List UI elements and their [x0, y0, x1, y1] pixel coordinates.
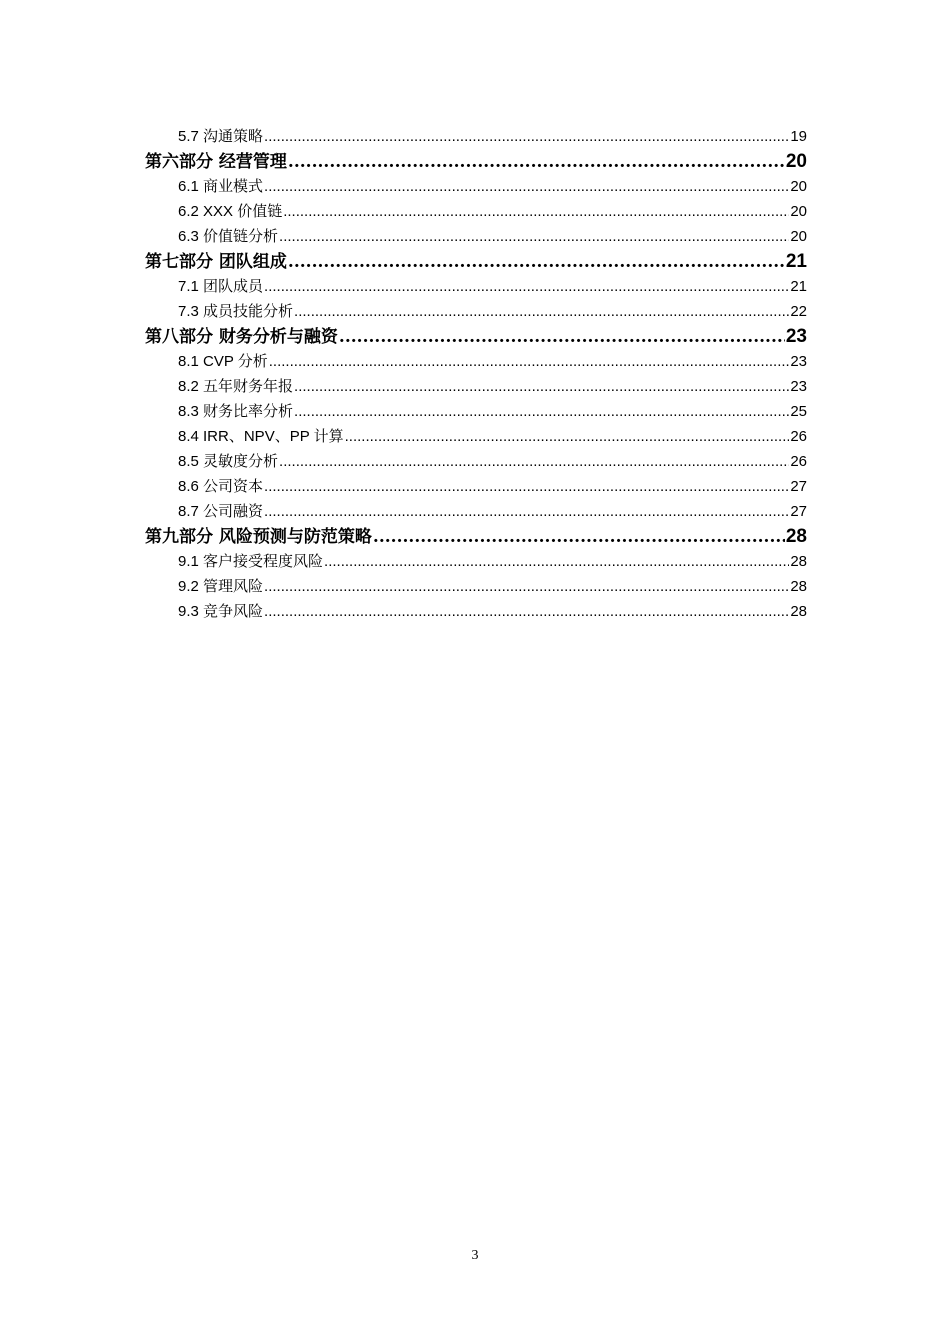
toc-entry-5-7[interactable]	[145, 124, 807, 149]
toc-entry-title: 8.7 公司融资	[178, 503, 264, 520]
toc-entry-page: 20	[790, 203, 807, 220]
toc-entry-8-7[interactable]	[145, 499, 807, 524]
toc-entry-title: 7.3 成员技能分析	[178, 303, 294, 320]
toc-entry-page: 28	[790, 553, 807, 570]
toc-entry-title: 5.7 沟通策略	[178, 128, 264, 145]
toc-chapter-title: 第七部分 团队组成	[145, 252, 287, 272]
dot-leader	[288, 150, 785, 174]
toc-chapter-page: 21	[785, 251, 807, 272]
dot-leader	[288, 250, 785, 274]
toc-entry-8-2[interactable]	[145, 374, 807, 399]
dot-leader	[264, 599, 789, 624]
dot-leader	[294, 299, 789, 324]
toc-entry-9-2[interactable]	[145, 574, 807, 599]
toc-entry-page: 28	[790, 603, 807, 620]
dot-leader	[264, 499, 789, 524]
toc-chapter-page: 23	[785, 326, 807, 347]
toc-entry-8-4[interactable]	[145, 424, 807, 449]
dot-leader	[294, 374, 789, 399]
toc-entry-title: 9.3 竞争风险	[178, 603, 264, 620]
toc-entry-title: 8.5 灵敏度分析	[178, 453, 279, 470]
toc-entry-7-3[interactable]	[145, 299, 807, 324]
toc-entry-page: 28	[790, 578, 807, 595]
toc-entry-page: 22	[790, 303, 807, 320]
dot-leader	[373, 525, 785, 549]
toc-entry-title: 9.1 客户接受程度风险	[178, 553, 324, 570]
toc-entry-page: 20	[790, 178, 807, 195]
toc-chapter-page: 20	[785, 151, 807, 172]
toc-entry-page: 20	[790, 228, 807, 245]
toc-entry-page: 27	[790, 503, 807, 520]
toc-chapter-title: 第六部分 经营管理	[145, 152, 287, 172]
toc-chapter-7[interactable]	[145, 249, 807, 274]
dot-leader	[339, 325, 785, 349]
dot-leader	[283, 199, 789, 224]
toc-entry-title: 9.2 管理风险	[178, 578, 264, 595]
table-of-contents	[145, 124, 807, 624]
dot-leader	[264, 474, 789, 499]
toc-entry-page: 26	[790, 428, 807, 445]
toc-entry-page: 26	[790, 453, 807, 470]
toc-entry-7-1[interactable]	[145, 274, 807, 299]
dot-leader	[264, 124, 789, 149]
dot-leader	[264, 574, 789, 599]
toc-chapter-6[interactable]	[145, 149, 807, 174]
toc-entry-9-1[interactable]	[145, 549, 807, 574]
dot-leader	[279, 224, 789, 249]
dot-leader	[294, 399, 789, 424]
toc-entry-8-6[interactable]	[145, 474, 807, 499]
page-number: 3	[471, 1248, 479, 1263]
dot-leader	[345, 424, 790, 449]
dot-leader	[269, 349, 790, 374]
toc-entry-page: 19	[790, 128, 807, 145]
toc-entry-page: 23	[790, 353, 807, 370]
toc-entry-8-1[interactable]	[145, 349, 807, 374]
dot-leader	[264, 274, 789, 299]
toc-entry-page: 27	[790, 478, 807, 495]
toc-entry-6-2[interactable]	[145, 199, 807, 224]
toc-entry-title: 6.3 价值链分析	[178, 228, 279, 245]
toc-entry-page: 21	[790, 278, 807, 295]
toc-entry-6-3[interactable]	[145, 224, 807, 249]
toc-entry-title: 7.1 团队成员	[178, 278, 264, 295]
toc-chapter-title: 第九部分 风险预测与防范策略	[145, 527, 372, 547]
toc-entry-9-3[interactable]	[145, 599, 807, 624]
dot-leader	[264, 174, 789, 199]
toc-entry-title: 8.3 财务比率分析	[178, 403, 294, 420]
toc-entry-6-1[interactable]	[145, 174, 807, 199]
toc-entry-title: 8.6 公司资本	[178, 478, 264, 495]
toc-entry-title: 8.1 CVP 分析	[178, 353, 268, 370]
dot-leader	[324, 549, 789, 574]
toc-entry-page: 25	[790, 403, 807, 420]
toc-chapter-8[interactable]	[145, 324, 807, 349]
toc-entry-title: 8.2 五年财务年报	[178, 378, 294, 395]
toc-chapter-9[interactable]	[145, 524, 807, 549]
toc-chapter-page: 28	[785, 526, 807, 547]
toc-entry-8-5[interactable]	[145, 449, 807, 474]
toc-entry-title: 8.4 IRR、NPV、PP 计算	[178, 428, 344, 445]
toc-entry-title: 6.2 XXX 价值链	[178, 203, 283, 220]
toc-entry-page: 23	[790, 378, 807, 395]
toc-entry-title: 6.1 商业模式	[178, 178, 264, 195]
toc-entry-8-3[interactable]	[145, 399, 807, 424]
dot-leader	[279, 449, 789, 474]
toc-chapter-title: 第八部分 财务分析与融资	[145, 327, 338, 347]
